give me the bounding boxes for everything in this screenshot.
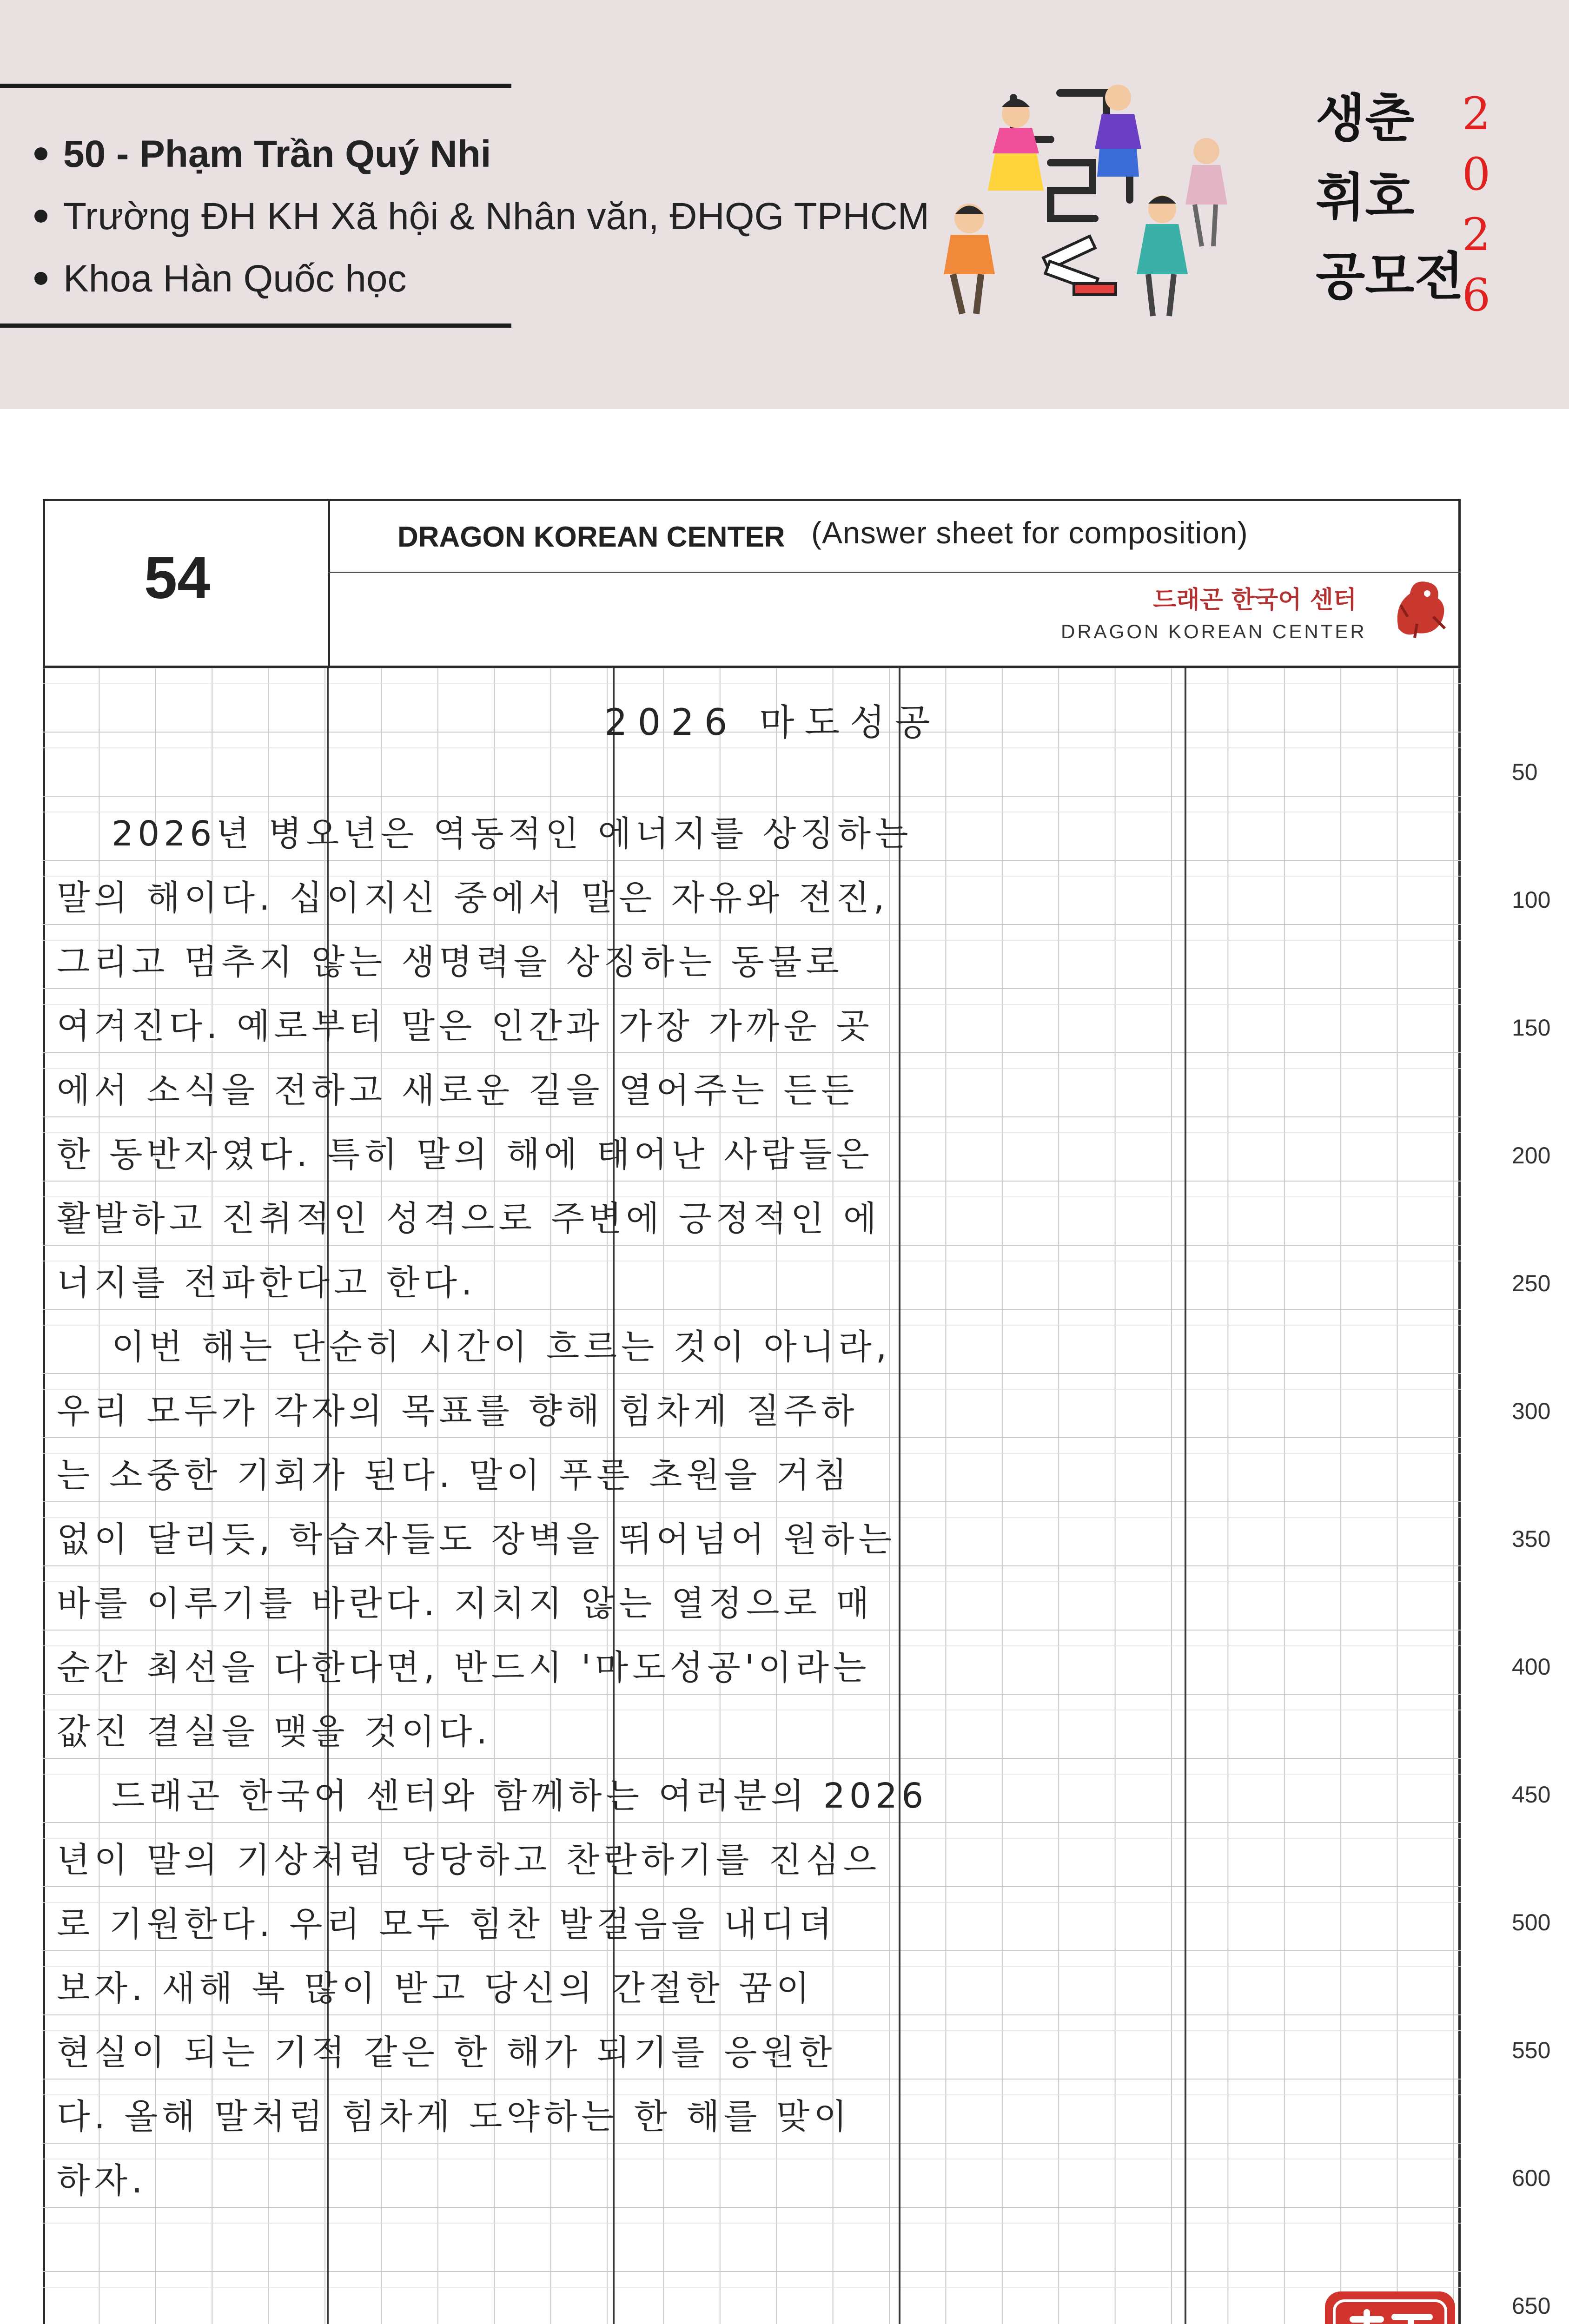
- row-number: 250: [1512, 1270, 1551, 1296]
- sheet-header-divider: [328, 499, 330, 668]
- contest-year: [1462, 84, 1490, 325]
- essay-line: 보자. 새해 복 많이 받고 당신의 간절한 꿈이: [57, 1968, 814, 2008]
- year-digit: 2: [1462, 88, 1491, 140]
- year-digit: 2: [1462, 209, 1491, 261]
- row-number: 600: [1512, 2165, 1551, 2191]
- man-figure: [1095, 85, 1141, 177]
- essay-line: 현실이 되는 기적 같은 한 해가 되기를 응원한: [57, 2033, 836, 2073]
- elder-figure: [1185, 138, 1227, 246]
- sheet-number: 54: [144, 545, 211, 611]
- essay-line: 그리고 멈추지 않는 생명력을 상징하는 동물로: [57, 942, 843, 982]
- essay-line: 너지를 전파한다고 한다.: [57, 1263, 477, 1303]
- essay-line: 바를 이루기를 바란다. 지치지 않는 열정으로 매: [57, 1584, 874, 1624]
- essay-line: 드래곤 한국어 센터와 함께하는 여러분의 2026: [112, 1776, 928, 1816]
- participant-name: 50 - Phạm Trần Quý Nhi: [33, 123, 929, 185]
- sheet-header-mid-rule: [328, 572, 1461, 573]
- row-number: 100: [1512, 887, 1551, 913]
- essay-line: 다. 올해 말처럼 힘차게 도약하는 한 해를 맞이: [57, 2097, 851, 2137]
- row-number: 400: [1512, 1654, 1551, 1680]
- center-logo-korean: 드래곤 한국어 센터: [1153, 586, 1357, 614]
- essay-title: 2026 마도성공: [604, 702, 940, 744]
- contest-title: [1316, 79, 1464, 316]
- row-number: 50: [1512, 759, 1538, 785]
- boy-figure: [944, 204, 995, 314]
- participant-faculty: Khoa Hàn Quốc học: [33, 248, 929, 310]
- essay-line: 2026년 병오년은 역동적인 에너지를 상징하는: [112, 814, 913, 854]
- header-bottom-rule: [0, 324, 511, 328]
- contest-title-line: 공모전: [1316, 247, 1464, 306]
- dragon-seal-stamp: [1320, 2287, 1460, 2324]
- essay-line: 말의 해이다. 십이지신 중에서 말은 자유와 전진,: [57, 878, 889, 918]
- essay-line: 한 동반자였다. 특히 말의 해에 태어난 사람들은: [57, 1135, 874, 1175]
- essay-line: 우리 모두가 각자의 목표를 향해 힘차게 질주하: [57, 1391, 859, 1431]
- sheet-kind: (Answer sheet for composition): [811, 515, 1248, 550]
- essay-line: 하자.: [57, 2161, 147, 2201]
- row-number: 150: [1512, 1015, 1551, 1041]
- center-name: DRAGON KOREAN CENTER: [397, 521, 785, 553]
- essay-line: 값진 결실을 맺을 것이다.: [57, 1712, 491, 1752]
- essay-line: 없이 달리듯, 학습자들도 장벽을 뛰어넘어 원하는: [57, 1519, 896, 1559]
- center-logo-english: DRAGON KOREAN CENTER: [1061, 621, 1367, 642]
- row-number: 500: [1512, 1909, 1551, 1935]
- yut-sticks-icon: [1043, 236, 1116, 295]
- essay-line: 에서 소식을 전하고 새로운 길을 열어주는 든든: [57, 1070, 859, 1110]
- row-number: 300: [1512, 1398, 1551, 1424]
- dragon-logo-icon: [1389, 573, 1450, 642]
- essay-line: 여겨진다. 예로부터 말은 인간과 가장 가까운 곳: [57, 1006, 874, 1046]
- hanbok-family-illustration: [934, 79, 1251, 330]
- essay-line: 는 소중한 기회가 된다. 말이 푸른 초원을 거침: [57, 1455, 851, 1495]
- essay-line: 활발하고 진취적인 성격으로 주변에 긍정적인 에: [57, 1199, 881, 1239]
- header-top-rule: [0, 84, 511, 88]
- essay-line: 순간 최선을 다한다면, 반드시 '마도성공'이라는: [57, 1648, 871, 1688]
- woman-figure: [1137, 195, 1188, 316]
- row-number: 200: [1512, 1142, 1551, 1169]
- year-digit: 0: [1462, 148, 1491, 200]
- participant-school: Trường ĐH KH Xã hội & Nhân văn, ĐHQG TPHCM: [33, 185, 929, 248]
- participant-info-list: [33, 123, 929, 310]
- girl-figure: [988, 99, 1044, 191]
- essay-line: 로 기원한다. 우리 모두 힘찬 발걸음을 내디뎌: [57, 1904, 836, 1944]
- row-number: 550: [1512, 2037, 1551, 2063]
- essay-line: 이번 해는 단순히 시간이 흐르는 것이 아니라,: [112, 1327, 891, 1367]
- row-number: 450: [1512, 1782, 1551, 1808]
- row-number: 350: [1512, 1526, 1551, 1552]
- year-digit: 6: [1462, 269, 1491, 321]
- essay-line: 년이 말의 기상처럼 당당하고 찬란하기를 진심으: [57, 1840, 881, 1880]
- contest-title-line: 생춘: [1316, 89, 1415, 148]
- row-number: 650: [1512, 2293, 1551, 2319]
- contest-title-line: 휘호: [1316, 168, 1415, 227]
